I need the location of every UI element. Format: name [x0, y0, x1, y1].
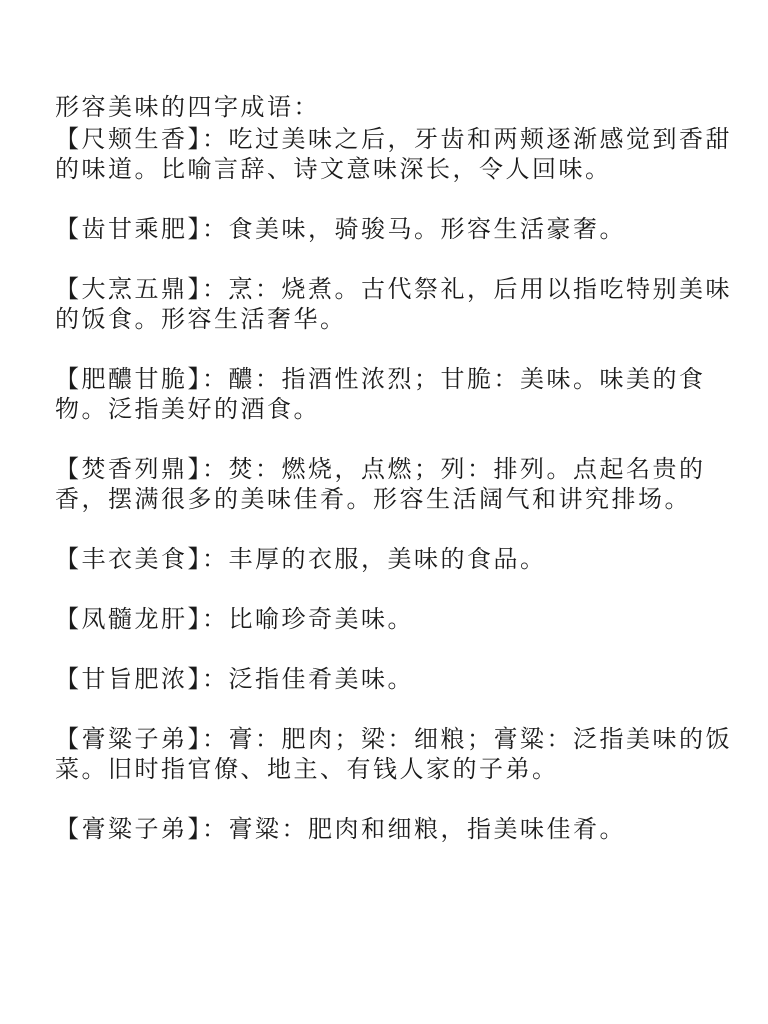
idiom-entry — [55, 274, 745, 334]
idiom-definition: ：醲：指酒性浓烈；甘脆：美味。味美的食物。泛指美好的酒食。 — [55, 365, 706, 423]
idiom-entry — [55, 664, 745, 694]
idiom-term: 【丰衣美食】 — [55, 545, 202, 573]
idiom-term: 【凤髓龙肝】 — [55, 605, 202, 633]
idiom-definition: ：膏：肥肉；梁：细粮；膏粱：泛指美味的饭菜。旧时指官僚、地主、有钱人家的子弟。 — [55, 725, 732, 783]
idiom-entry — [55, 604, 745, 634]
idiom-definition: ：比喻珍奇美味。 — [202, 605, 414, 633]
idiom-entry — [55, 814, 745, 844]
idiom-entry — [55, 724, 745, 784]
idiom-definition: ：膏粱：肥肉和细粮，指美味佳肴。 — [202, 815, 626, 843]
page-title: 形容美味的四字成语： — [55, 93, 320, 121]
idiom-definition: ：泛指佳肴美味。 — [202, 665, 414, 693]
idiom-term: 【大烹五鼎】 — [55, 275, 202, 303]
idiom-entry — [55, 214, 745, 244]
idiom-term: 【甘旨肥浓】 — [55, 665, 202, 693]
idiom-definition: ：食美味，骑骏马。形容生活豪奢。 — [202, 215, 626, 243]
idiom-entry — [55, 454, 745, 514]
idiom-term: 【肥醲甘脆】 — [55, 365, 202, 393]
idiom-definition: ：烹：烧煮。古代祭礼，后用以指吃特别美味的饭食。形容生活奢华。 — [55, 275, 732, 333]
idiom-entry — [55, 124, 745, 184]
idiom-term: 【膏粱子弟】 — [55, 725, 202, 753]
idiom-definition: ：焚：燃烧，点燃；列：排列。点起名贵的香，摆满很多的美味佳肴。形容生活阔气和讲究排场。 — [55, 455, 706, 513]
idiom-entry — [55, 544, 745, 574]
idiom-definition: ：吃过美味之后，牙齿和两颊逐渐感觉到香甜的味道。比喻言辞、诗文意味深长，令人回味。 — [55, 125, 732, 183]
idiom-definition: ：丰厚的衣服，美味的食品。 — [202, 545, 547, 573]
document-body — [55, 92, 745, 874]
idiom-term: 【尺颊生香】 — [55, 125, 202, 153]
idiom-term: 【齿甘乘肥】 — [55, 215, 202, 243]
idiom-entry — [55, 364, 745, 424]
idiom-term: 【焚香列鼎】 — [55, 455, 202, 483]
idiom-term: 【膏粱子弟】 — [55, 815, 202, 843]
